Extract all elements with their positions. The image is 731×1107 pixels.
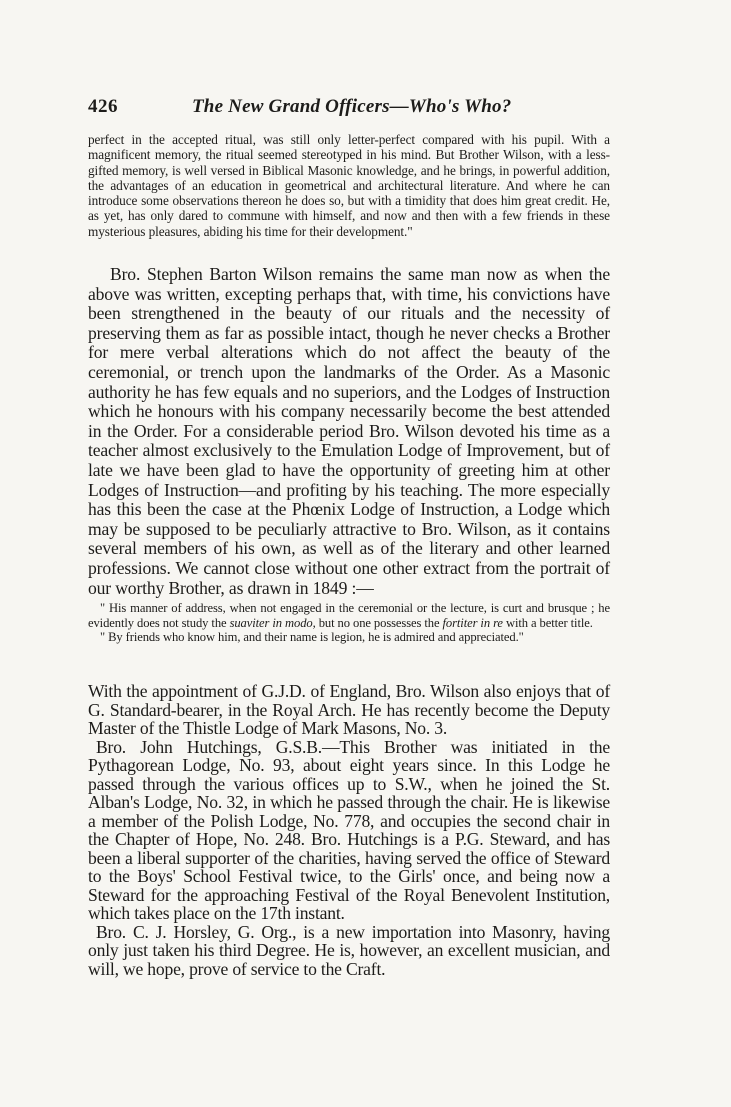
running-title: The New Grand Officers—Who's Who?	[192, 96, 512, 117]
wilson-section	[88, 265, 610, 598]
horsley-paragraph: Bro. C. J. Horsley, G. Org., is a new importation into Masonry, having only just taken his third Degree. He is, however, an excellent musician, and will, we hope, prove of service to the Craft.	[88, 921, 610, 979]
page-header	[88, 96, 648, 126]
officers-section	[88, 682, 610, 978]
portrait-quote-part-2: but no one possesses the	[315, 615, 443, 630]
portrait-quote-part-1: " His manner of address, when not engaged in the ceremonial or the lecture, is curt and brusque ; he evidently does not study the	[88, 601, 610, 630]
opening-quote	[88, 132, 610, 239]
appointment-paragraph: With the appointment of G.J.D. of England, Bro. Wilson also enjoys that of G. Standard-bearer, in the Royal Arch. He has recently become the Deputy Master of the Thistle Lodge of Mark Masons, No. 3.	[88, 681, 610, 738]
page-number: 426	[88, 96, 118, 117]
portrait-quote-suaviter: suaviter in modo,	[229, 615, 316, 630]
hutchings-paragraph: Bro. John Hutchings, G.S.B.—This Brother was initiated in the Pythagorean Lodge, No. 93, about eight years since. In this Lodge he passed through the various offices up to S.W., when he joined the St. Alban's Lodge, No. 32, in which he passed through the chair. He is likewise a member of the Polish Lodge, No. 778, and occupies the second chair in the Chapter of Hope, No. 248. Bro. Hutchings is a P.G. Steward, and has been a liberal supporter of the charities, having served the office of Steward to the Boys' School Festival twice, to the Girls' once, and being now a Steward for the approaching Festival of the Royal Benevolent Institution, which takes place on the 17th instant.	[88, 736, 610, 923]
portrait-quote-line-2: " By friends who know him, and their name is legion, he is admired and appreciated."	[100, 630, 524, 645]
portrait-quote-fortiter: fortiter in re	[442, 615, 503, 630]
portrait-quote-part-3: with a better title.	[502, 615, 593, 630]
portrait-quote-line-1	[88, 601, 610, 630]
wilson-paragraph: Bro. Stephen Barton Wilson remains the same man now as when the above was written, excepting perhaps that, with time, his convictions have been strengthened in the beauty of our rituals and the necessity of preserving them as far as possible intact, though he never checks a Brother for mere verbal alterations which do not affect the beauty of the ceremonial, or trench upon the landmarks of the Order. As a Masonic authority he has few equals and no superiors, and the Lodges of Instruction which he honours with his company necessarily become the best attended in the Order. For a considerable period Bro. Wilson devoted his time as a teacher almost exclusively to the Emulation Lodge of Improvement, but of late we have been glad to have the opportunity of greeting him at other Lodges of Instruction—and profiting by his teaching. The more especially has this been the case at the Phœnix Lodge of Instruction, a Lodge which may be supposed to be peculiarly attractive to Bro. Wilson, as it contains several members of his own, as well as of the literary and other learned professions. We cannot close without one other extract from the portrait of our worthy Brother, as drawn in 1849 :—	[88, 264, 610, 598]
opening-quote-text: perfect in the accepted ritual, was still only letter-perfect compared with his pupil. With a magnificent memory, the ritual seemed stereotyped in his mind. But Brother Wilson, with a less-gifted memory, is well versed in Biblical Masonic knowledge, and he brings, in powerful addition, the advantages of an education in geometrical and architectural literature. And where he can introduce some observations thereon he does so, but with a timidity that does him great credit. He, as yet, has only dared to commune with himself, and now and then with a few friends in these mysterious pleasures, abiding his time for their development."	[88, 132, 610, 239]
portrait-quote	[88, 601, 610, 645]
